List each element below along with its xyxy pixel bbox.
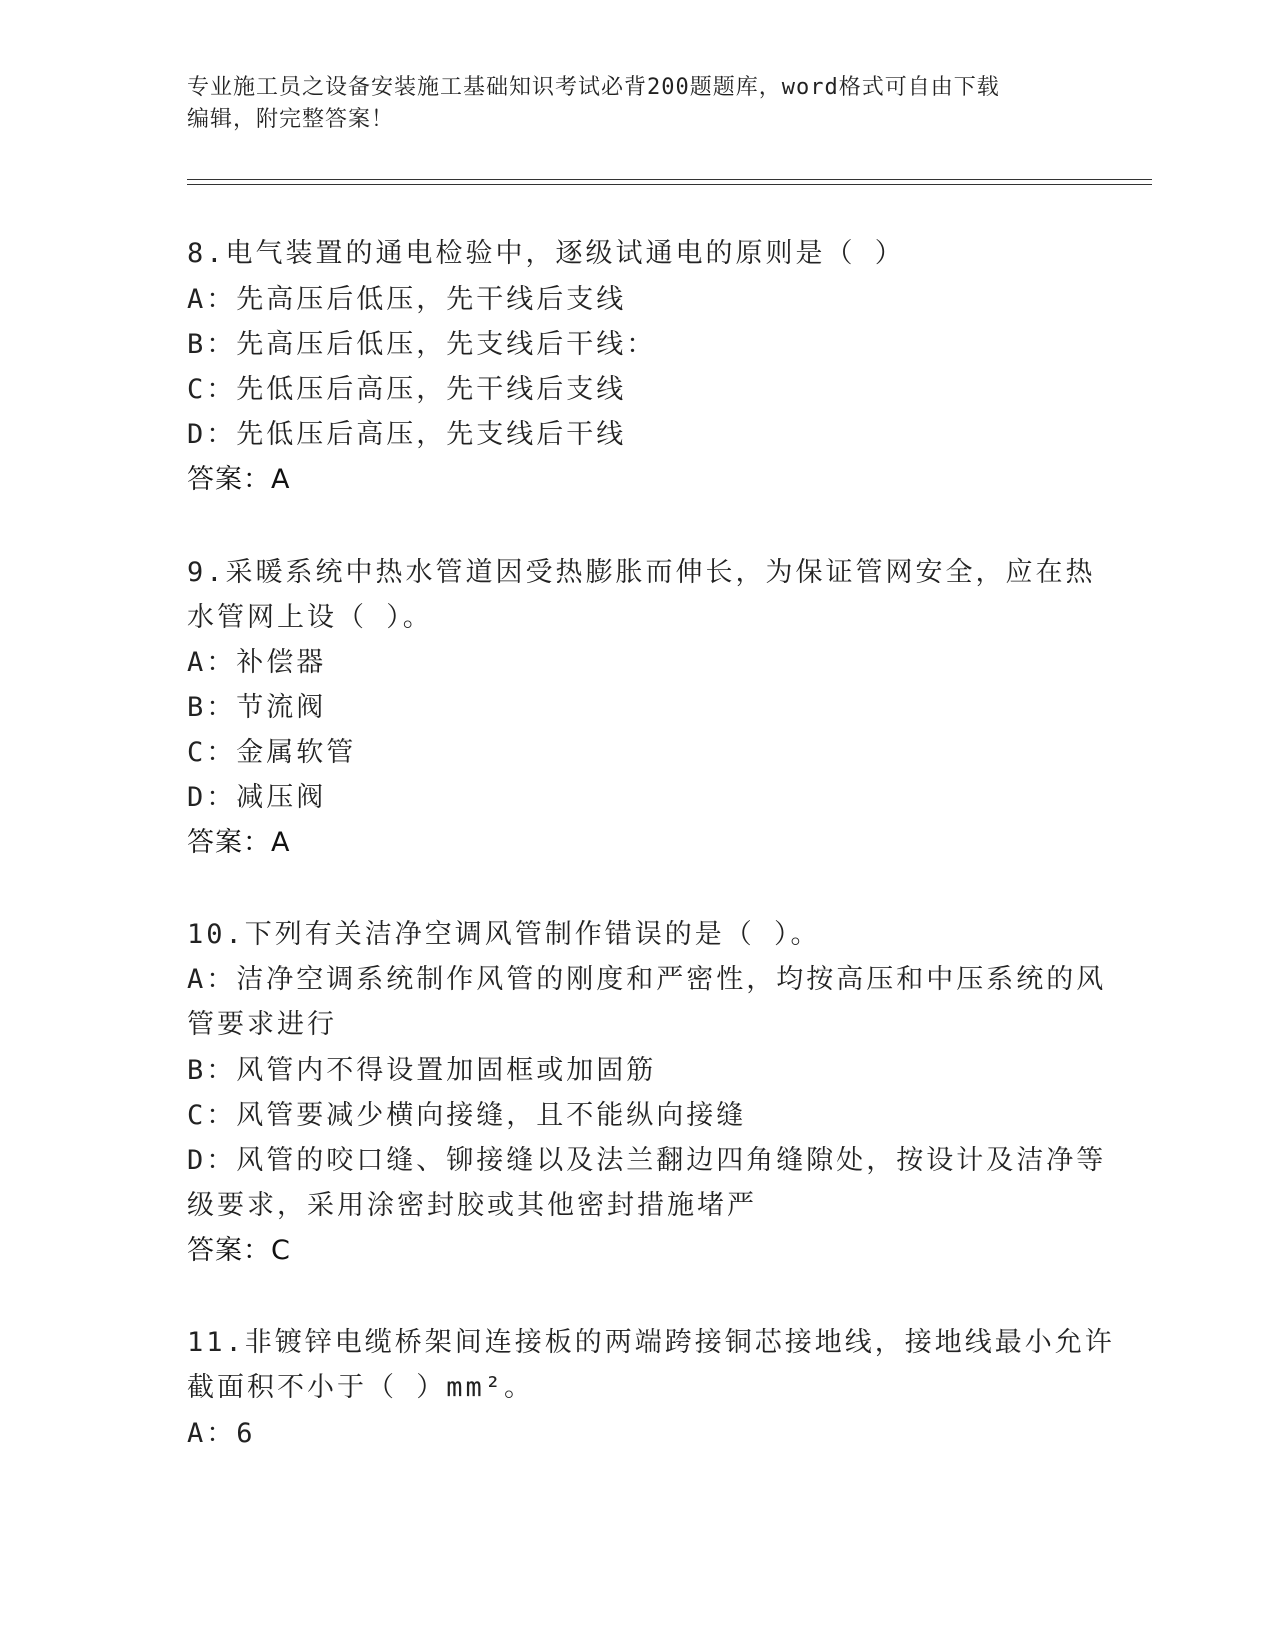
question-8-option-d: D：先低压后高压，先支线后干线	[187, 419, 627, 450]
question-8-option-a: A：先高压后低压，先干线后支线	[187, 284, 627, 315]
question-9-option-b: B：节流阀	[187, 692, 327, 723]
question-9-option-d: D：减压阀	[187, 782, 327, 813]
question-10-option-a-line-1: A：洁净空调系统制作风管的刚度和严密性，均按高压和中压系统的风	[187, 964, 1107, 995]
question-9-option-c: C：金属软管	[187, 737, 357, 768]
question-10-option-a-line-2: 管要求进行	[187, 1009, 337, 1040]
question-9-stem-line-2: 水管网上设（ ）。	[187, 602, 433, 633]
question-8-option-c: C：先低压后高压，先干线后支线	[187, 374, 627, 405]
question-9-stem-line-1: 9.采暖系统中热水管道因受热膨胀而伸长，为保证管网安全，应在热	[187, 557, 1096, 588]
header-line-1: 专业施工员之设备安装施工基础知识考试必背200题题库，word格式可自由下载	[187, 75, 1000, 100]
question-10-option-b: B：风管内不得设置加固框或加固筋	[187, 1055, 657, 1086]
question-9-answer: 答案：A	[187, 827, 291, 858]
question-10-answer: 答案：C	[187, 1235, 291, 1266]
question-8-stem: 8.电气装置的通电检验中，逐级试通电的原则是（ ）	[187, 238, 905, 269]
question-10-stem: 10.下列有关洁净空调风管制作错误的是（ ）。	[187, 919, 821, 950]
question-9-option-a: A：补偿器	[187, 647, 327, 678]
document-header	[187, 72, 1067, 136]
header-divider-bottom	[187, 184, 1152, 185]
question-11-stem-line-2: 截面积不小于（ ）mm²。	[187, 1372, 535, 1403]
question-10-option-d-line-2: 级要求，采用涂密封胶或其他密封措施堵严	[187, 1190, 757, 1221]
question-8-option-b: B：先高压后低压，先支线后干线：	[187, 329, 657, 360]
question-11-option-a: A：6	[187, 1418, 256, 1449]
question-10-option-d-line-1: D：风管的咬口缝、铆接缝以及法兰翻边四角缝隙处，按设计及洁净等	[187, 1145, 1107, 1176]
question-11-stem-line-1: 11.非镀锌电缆桥架间连接板的两端跨接铜芯接地线，接地线最小允许	[187, 1327, 1115, 1358]
question-8-answer: 答案：A	[187, 464, 291, 495]
header-divider-top	[187, 179, 1152, 180]
question-10-option-c: C：风管要减少横向接缝，且不能纵向接缝	[187, 1100, 747, 1131]
header-line-2: 编辑，附完整答案！	[187, 107, 395, 132]
